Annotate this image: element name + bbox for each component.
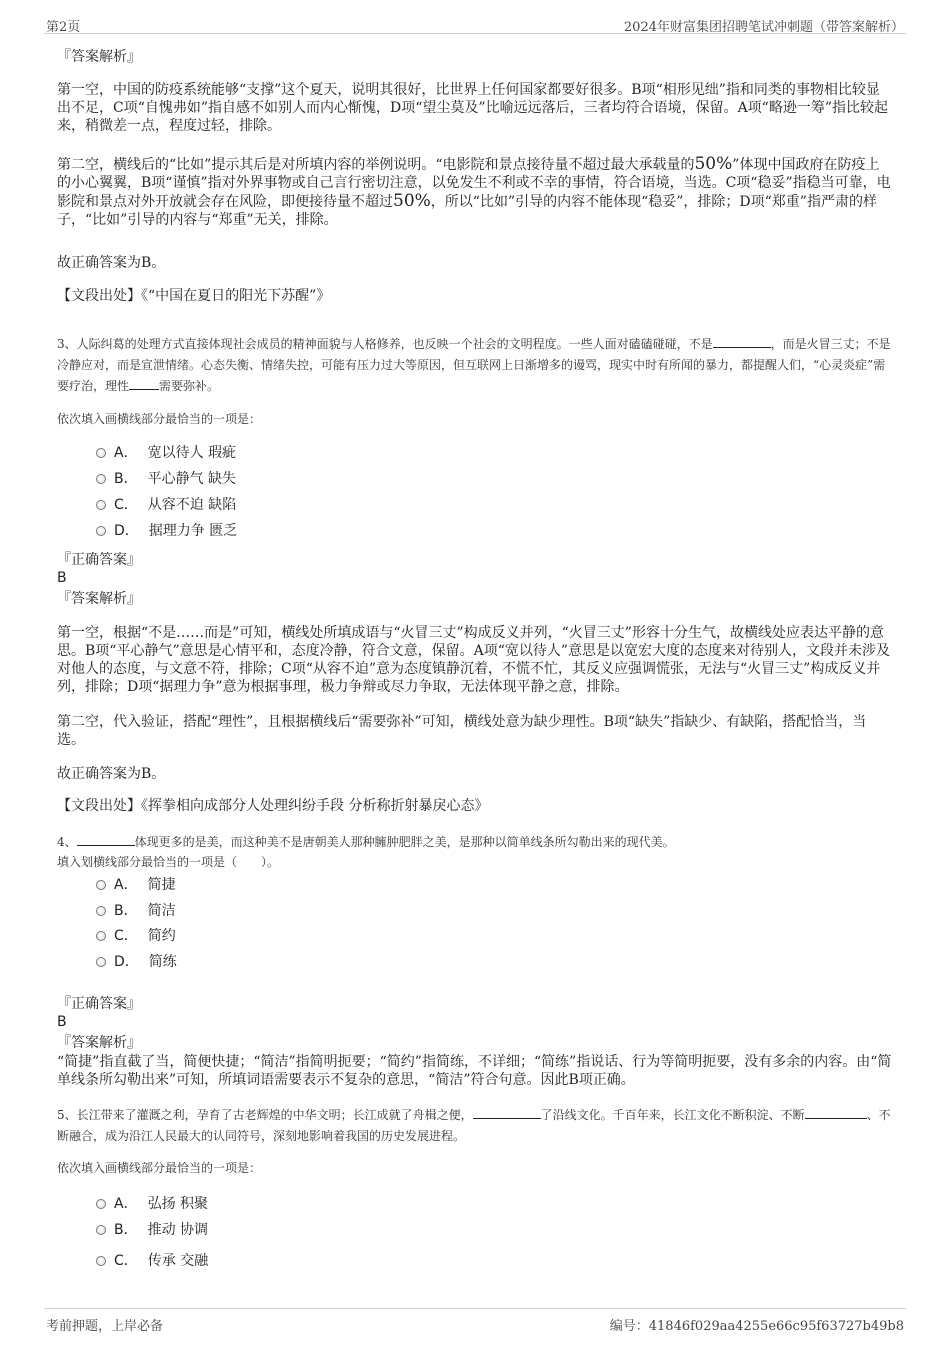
q5-prompt: 依次填入画横线部分最恰当的一项是： [57, 1161, 262, 1175]
radio-icon[interactable] [96, 931, 106, 941]
q3-stem: 3、人际纠葛的处理方式直接体现社会成员的精神面貌与人格修养，也反映一个社会的文明程度。一些人面对磕磕碰碰，不是 ，而是火冒三丈；不是冷静应对，而是宣泄情绪。心态失衡、情绪失控，可能有压力过大等原因，但互联网上日渐增多的谩骂，现实中时有所闻的暴力，都提醒人们，“心灵炎症”需要疗治，理性 需要弥补。 [57, 334, 893, 397]
q3-source: 【文段出处】《挥拳相向成部分人处理纠纷手段 分析称折射暴戾心态》 [57, 798, 489, 814]
radio-icon[interactable] [96, 1199, 106, 1209]
q3-option-b[interactable]: B． 平心静气 缺失 [96, 469, 236, 489]
radio-icon[interactable] [96, 1256, 106, 1266]
q2-conclusion: 故正确答案为B。 [57, 255, 166, 271]
fill-blank [805, 1105, 867, 1119]
document-title: 2024年财富集团招聘笔试冲刺题（带答案解析） [623, 20, 904, 35]
q4-analysis: “简捷”指直截了当，简便快捷；“简洁”指简明扼要；“简约”指简练，不详细；“简练”指说话、行为等简明扼要，没有多余的内容。由“简单线条所勾勒出来”可知，所填词语需要表示不复杂的意思，“简洁”符合句意。因此B项正确。 [57, 1054, 892, 1088]
page-footer [44, 1308, 906, 1332]
q4-correct-label: 『正确答案』 [57, 996, 141, 1012]
radio-icon[interactable] [96, 906, 106, 916]
fill-blank [129, 376, 159, 390]
document-id: 编号：41846f029aa4255e66c95f63727b49b8 [609, 1319, 904, 1334]
q4-analysis-label: 『答案解析』 [57, 1035, 141, 1051]
radio-icon[interactable] [96, 500, 106, 510]
percent-value: 50% [393, 191, 431, 211]
fill-blank [713, 334, 771, 348]
radio-icon[interactable] [96, 448, 106, 458]
q3-option-a[interactable]: A． 宽以待人 瑕疵 [96, 443, 236, 463]
q3-analysis-label: 『答案解析』 [57, 591, 141, 607]
q2-analysis-label: 『答案解析』 [57, 49, 141, 65]
q3-option-c[interactable]: C． 从容不迫 缺陷 [96, 495, 236, 515]
fill-blank [77, 832, 135, 846]
q5-option-a[interactable]: A． 弘扬 积聚 [96, 1194, 208, 1214]
q2-source: 【文段出处】《“中国在夏日的阳光下苏醒”》 [57, 288, 331, 304]
footer-slogan: 考前押题，上岸必备 [46, 1319, 164, 1334]
q4-correct-answer: B [57, 1014, 67, 1030]
q2-analysis-p1: 第一空，中国的防疫系统能够“支撑”这个夏天，说明其很好，比世界上任何国家都要好很多。B项“相形见绌”指和同类的事物相比较显出不足，C项“自愧弗如”指自感不如别人而内心惭愧，D项“望尘莫及”比喻远远落后，三者均符合语境，保留。A项“略逊一筹”指比较起来，稍微差一点，程度过轻，排除。 [57, 82, 888, 134]
q3-analysis-p2: 第二空，代入验证，搭配“理性”，且根据横线后“需要弥补”可知，横线处意为缺少理性。B项“缺失”指缺少、有缺陷，搭配恰当，当选。 [57, 714, 867, 748]
q5-option-b[interactable]: B． 推动 协调 [96, 1220, 208, 1240]
q3-analysis-p1: 第一空，根据“不是……而是”可知，横线处所填成语与“火冒三丈”构成反义并列，“火冒三丈”形容十分生气，故横线处应表达平静的意思。B项“平心静气”意思是心情平和，态度冷静，符合文意，保留。A项“宽以待人”意思是以宽宏大度的态度来对待别人，文段并未涉及对他人的态度，与文意不符，排除；C项“从容不迫”意为态度镇静沉着，不慌不忙，其反义应强调慌张，无法与“火冒三丈”构成反义并列，排除；D项“据理力争”意为根据事理，极力争辩或尽力争取，无法体现平静之意，排除。 [57, 625, 891, 695]
page-header [44, 12, 906, 34]
q5-stem: 5、长江带来了灌溉之利，孕育了古老辉煌的中华文明；长江成就了舟楫之便， 了沿线文化。千百年来，长江文化不断积淀、不断 、不断融合，成为沿江人民最大的认同符号，深刻地影响着我国的历史发展进程。 [57, 1105, 893, 1147]
q3-prompt: 依次填入画横线部分最恰当的一项是： [57, 412, 262, 426]
percent-value: 50% [694, 154, 733, 174]
q3-correct-label: 『正确答案』 [57, 552, 141, 568]
q4-prompt: 填入划横线部分最恰当的一项是（ ）。 [57, 855, 280, 869]
page-number: 第2页 [46, 20, 81, 35]
q4-option-d[interactable]: D． 简练 [96, 952, 177, 972]
radio-icon[interactable] [96, 957, 106, 967]
q3-correct-answer: B [57, 570, 67, 586]
q5-option-c[interactable]: C． 传承 交融 [96, 1251, 208, 1271]
q4-option-b[interactable]: B． 简洁 [96, 901, 176, 921]
q4-option-a[interactable]: A． 简捷 [96, 875, 176, 895]
q2-analysis-p2: 第二空，横线后的“比如”提示其后是对所填内容的举例说明。“电影院和景点接待量不超过最大承载量的50%”体现中国政府在防疫上的小心翼翼，B项“谨慎”指对外界事物或自己言行密切注意，以免发生不利或不幸的事情，符合语境，当选。C项“稳妥”指稳当可靠，电影院和景点对外开放就会存在风险，即便接待量不超过50%，所以“比如”引导的内容不能体现“稳妥”，排除；D项“郑重”指严肃的样子，“比如”引导的内容与“郑重”无关，排除。 [57, 154, 891, 228]
q3-option-d[interactable]: D． 据理力争 匮乏 [96, 521, 237, 541]
radio-icon[interactable] [96, 526, 106, 536]
fill-blank [473, 1105, 541, 1119]
q3-conclusion: 故正确答案为B。 [57, 766, 166, 782]
radio-icon[interactable] [96, 1225, 106, 1235]
radio-icon[interactable] [96, 474, 106, 484]
radio-icon[interactable] [96, 880, 106, 890]
q4-option-c[interactable]: C． 简约 [96, 926, 176, 946]
q4-stem: 4、 体现更多的是美，而这种美不是唐朝美人那种臃肿肥胖之美，是那种以简单线条所勾勒出来的现代美。 [57, 832, 893, 853]
